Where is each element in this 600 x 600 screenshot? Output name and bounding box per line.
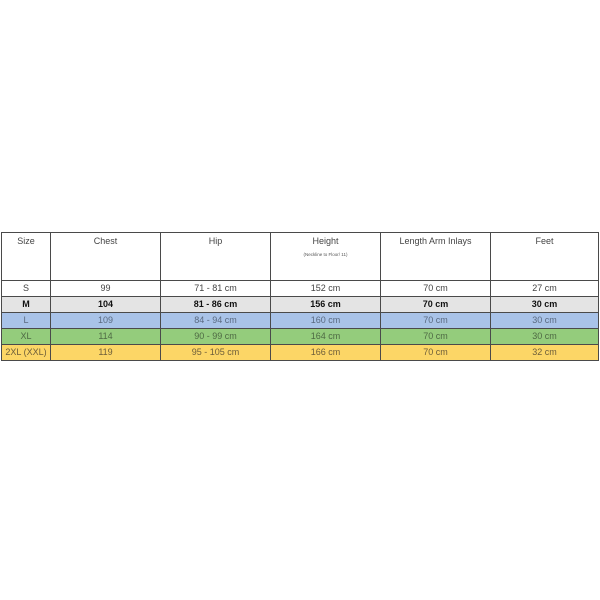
size-chart-table <box>1 232 599 361</box>
header-height <box>271 233 381 281</box>
header-feet: Feet <box>491 233 599 281</box>
cell-hip: 95 - 105 cm <box>161 345 271 361</box>
cell-arm: 70 cm <box>381 297 491 313</box>
cell-height: 160 cm <box>271 313 381 329</box>
cell-chest: 104 <box>51 297 161 313</box>
header-size: Size <box>2 233 51 281</box>
cell-hip: 84 - 94 cm <box>161 313 271 329</box>
header-row <box>2 233 599 281</box>
table-row-xl <box>2 329 599 345</box>
cell-arm: 70 cm <box>381 313 491 329</box>
cell-arm: 70 cm <box>381 281 491 297</box>
cell-size: XL <box>2 329 51 345</box>
header-chest: Chest <box>51 233 161 281</box>
table-row-m <box>2 297 599 313</box>
cell-height: 152 cm <box>271 281 381 297</box>
cell-chest: 119 <box>51 345 161 361</box>
cell-arm: 70 cm <box>381 329 491 345</box>
cell-height: 164 cm <box>271 329 381 345</box>
table-row-l <box>2 313 599 329</box>
cell-arm: 70 cm <box>381 345 491 361</box>
cell-chest: 99 <box>51 281 161 297</box>
cell-feet: 32 cm <box>491 345 599 361</box>
cell-size: S <box>2 281 51 297</box>
cell-size: 2XL (XXL) <box>2 345 51 361</box>
cell-feet: 30 cm <box>491 329 599 345</box>
cell-feet: 30 cm <box>491 297 599 313</box>
cell-hip: 71 - 81 cm <box>161 281 271 297</box>
cell-feet: 27 cm <box>491 281 599 297</box>
cell-hip: 81 - 86 cm <box>161 297 271 313</box>
table-row-xxl <box>2 345 599 361</box>
cell-size: M <box>2 297 51 313</box>
cell-height: 166 cm <box>271 345 381 361</box>
cell-size: L <box>2 313 51 329</box>
header-height-label: Height <box>312 236 339 246</box>
header-height-note: (Neckline to Floor/ 11) <box>303 252 348 257</box>
cell-chest: 109 <box>51 313 161 329</box>
cell-hip: 90 - 99 cm <box>161 329 271 345</box>
header-arm-length: Length Arm Inlays <box>381 233 491 281</box>
cell-chest: 114 <box>51 329 161 345</box>
cell-height: 156 cm <box>271 297 381 313</box>
cell-feet: 30 cm <box>491 313 599 329</box>
header-hip: Hip <box>161 233 271 281</box>
table-row-s <box>2 281 599 297</box>
